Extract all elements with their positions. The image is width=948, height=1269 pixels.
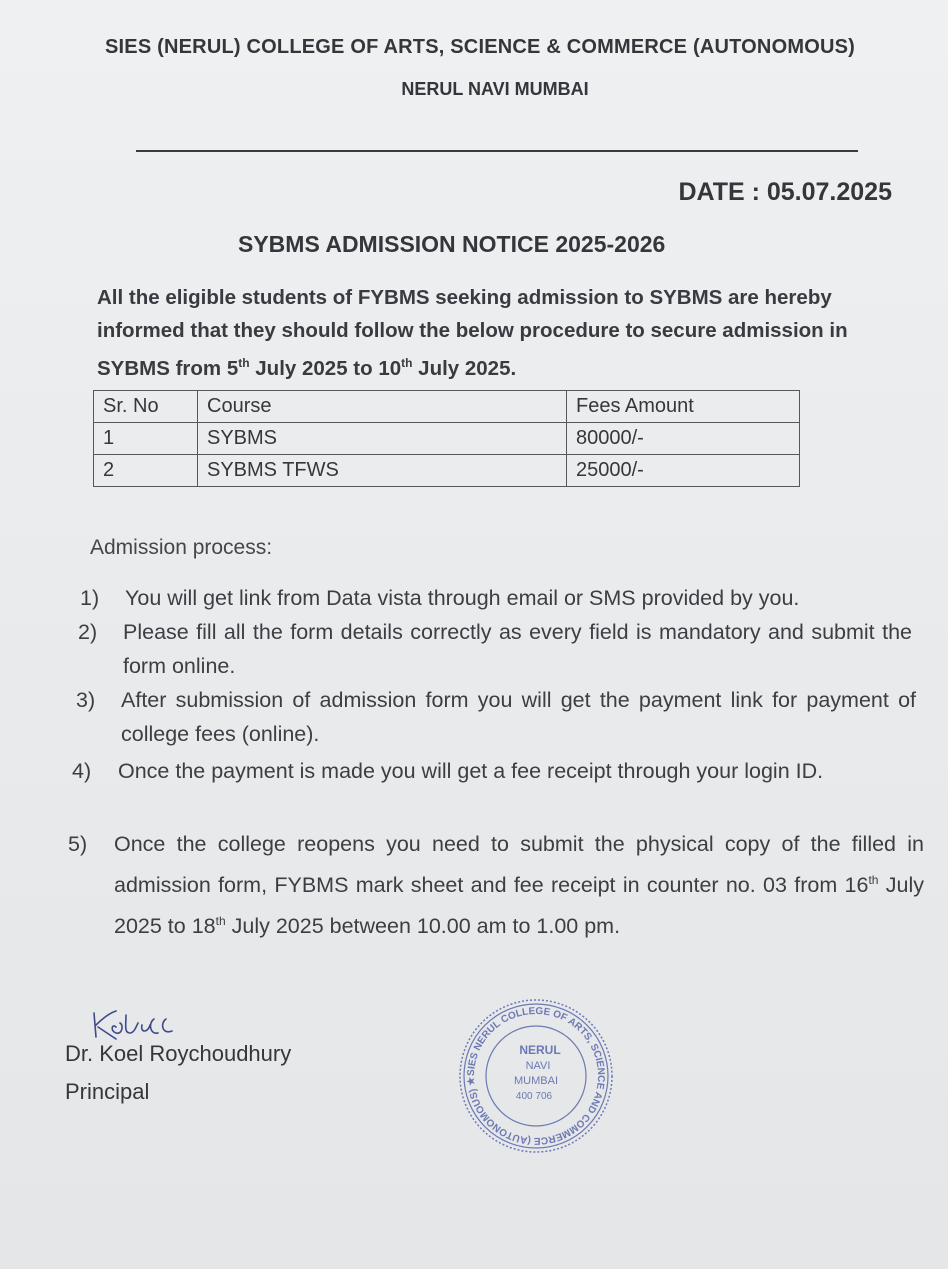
seal-line-3: MUMBAI — [514, 1075, 558, 1087]
process-step-2 — [78, 615, 912, 683]
step-text: Once the payment is made you will get a fee receipt through your login ID. — [118, 759, 824, 783]
notice-date: DATE : 05.07.2025 — [678, 178, 892, 206]
cell-sr-no: 1 — [94, 423, 198, 455]
cell-course: SYBMS — [198, 423, 567, 455]
fee-table-header — [94, 391, 800, 423]
step-number: 3) — [76, 688, 96, 712]
signatory-role: Principal — [65, 1079, 150, 1104]
college-name: SIES (NERUL) COLLEGE OF ARTS, SCIENCE & COMMERCE (AUTONOMOUS) — [105, 36, 855, 58]
admission-process-label: Admission process: — [90, 536, 273, 559]
step-sup-2: th — [215, 914, 226, 929]
process-step-1 — [80, 581, 910, 615]
process-step-5 — [68, 826, 924, 944]
seal-line-4: 400 706 — [515, 1091, 553, 1102]
header-divider — [136, 150, 858, 152]
notice-title: SYBMS ADMISSION NOTICE 2025-2026 — [238, 231, 666, 257]
cell-sr-no: 2 — [94, 455, 198, 487]
intro-text-2: July 2025 to 10 — [249, 356, 402, 380]
intro-sup-2: th — [401, 356, 413, 370]
intro-text-3: July 2025. — [412, 356, 517, 380]
step-text: You will get link from Data vista through email or SMS provided by you. — [125, 586, 800, 610]
step-number: 1) — [80, 586, 100, 610]
header-sr-no: Sr. No — [94, 391, 198, 423]
step-text-part-1: Once the college reopens you need to submit the physical copy of the filled in admission form, FYBMS mark sheet and fee receipt in counter no. 03 from 16 — [114, 832, 924, 898]
step-text — [68, 826, 924, 944]
step-number: 5) — [68, 832, 88, 856]
seal-line-2: NAVI — [525, 1060, 551, 1072]
fee-table — [93, 390, 800, 487]
header-course: Course — [198, 391, 567, 423]
seal-ring-text: SIES NERUL COLLEGE OF ARTS, SCIENCE AND COMMERCE (AUTONOMOUS) ★ — [465, 1005, 607, 1147]
intro-text-1: All the eligible students of FYBMS seeking admission to SYBMS are hereby informed that they should follow the below procedure to secure admission in SYBMS from 5 — [97, 286, 848, 380]
header-fees-amount: Fees Amount — [567, 391, 800, 423]
step-text-part-3: July 2025 between 10.00 am to 1.00 pm. — [225, 914, 621, 939]
step-number: 2) — [78, 620, 98, 644]
intro-sup-1: th — [238, 356, 250, 370]
table-row — [94, 455, 800, 487]
table-row — [94, 423, 800, 455]
process-step-3 — [76, 683, 916, 751]
signatory-name: Dr. Koel Roychoudhury — [65, 1041, 292, 1066]
intro-paragraph — [97, 281, 917, 385]
step-sup-1: th — [868, 873, 879, 887]
cell-course: SYBMS TFWS — [198, 455, 567, 487]
seal-line-1: NERUL — [519, 1043, 561, 1057]
principal-signature — [86, 1005, 196, 1045]
college-location: NERUL NAVI MUMBAI — [401, 79, 589, 99]
cell-fees: 25000/- — [567, 455, 800, 487]
step-text: Please fill all the form details correctly as every field is mandatory and submit the form online. — [123, 620, 912, 678]
process-step-4 — [72, 754, 920, 788]
step-number: 4) — [72, 759, 92, 783]
step-text: After submission of admission form you will get the payment link for payment of college fees (online). — [121, 688, 916, 746]
college-seal — [456, 996, 616, 1156]
cell-fees: 80000/- — [567, 423, 800, 455]
step-text-part-2: July 2025 to 18 — [114, 873, 924, 939]
